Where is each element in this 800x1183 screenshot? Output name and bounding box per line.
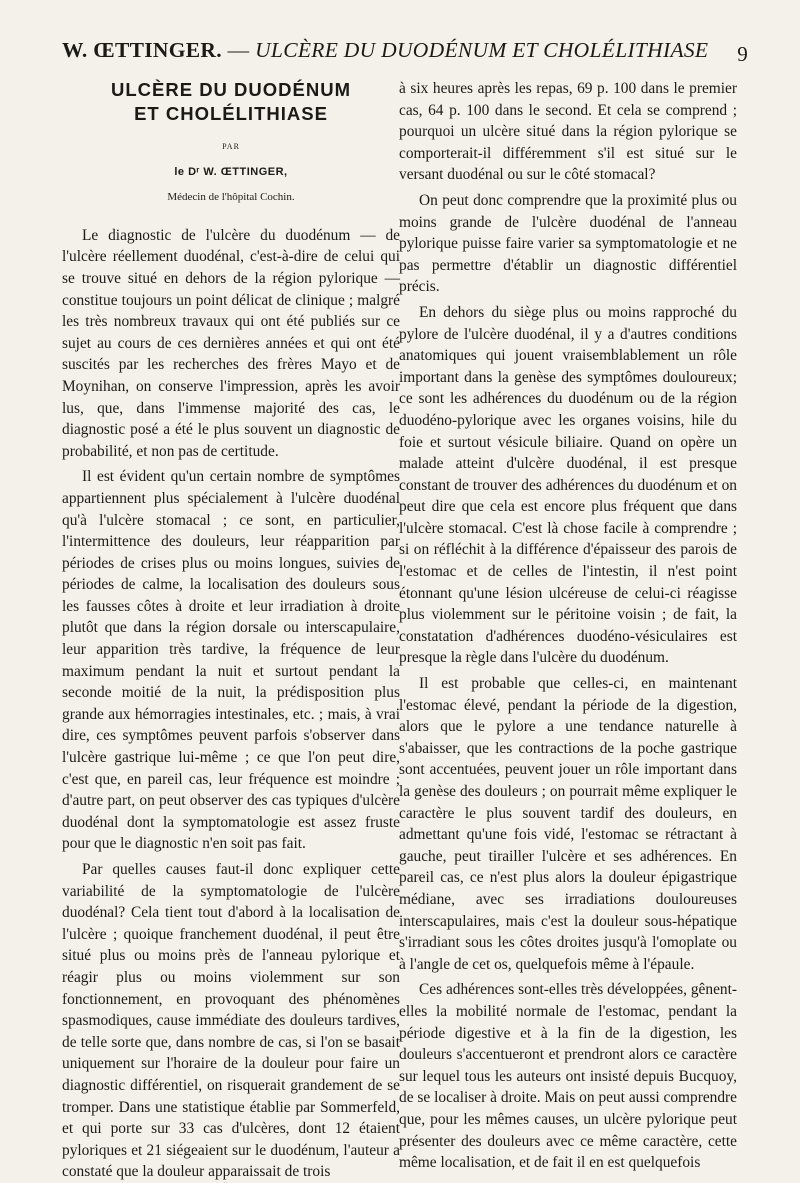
article-title-line-1: ULCÈRE DU DUODÉNUM (111, 79, 351, 100)
paragraph: Par quelles causes faut-il donc expliquer cette variabilité de la symptomatologie de l'ulcère duodénal? Cela tient tout d'abord à la localisation de l'ulcère ; quoique franchement duodénal, il peut être situé plus ou moins près de l'anneau pylorique et réagir plus ou moins violemment sur son fonctionnement, en provoquant des phénomènes spasmodiques, cause immédiate des douleurs tardives, de telle sorte que, dans nombre de cas, si l'on se basait uniquement sur l'horaire de la douleur pour faire un diagnostic différentiel, on risquerait grandement de se tromper. Dans une statistique établie par Sommerfeld, et qui porte sur 33 cas d'ulcères, dont 12 étaient pyloriques et 21 siégeaient sur le duodénum, l'auteur a constaté que la douleur apparaissait de trois (62, 861, 400, 1181)
paragraph: En dehors du siège plus ou moins rapproché du pylore de l'ulcère duodénal, il y a d'autres conditions anatomiques qui jouent vraisemblablement un rôle important dans la genèse des symptômes douloureux; ce sont les adhérences du duodénum ou de la région duodéno-pylorique avec les organes voisins, hile du foie et surtout vésicule biliaire. Quand on opère un malade atteint d'ulcère duodénal, il est presque constant de trouver des adhérences du duodénum et on peut dire que cela est encore plus fréquent que dans l'ulcère stomacal. C'est là chose facile à comprendre ; si on réfléchit à la différence d'épaisseur des parois de l'estomac et de celles de l'intestin, il n'est point étonnant qu'une lésion ulcéreuse de celui-ci réagisse plus violemment sur le péritoine voisin ; de fait, la constatation d'adhérences duodéno-vésiculaires est presque la règle dans l'ulcère du duodénum. (399, 303, 737, 667)
left-column (62, 78, 400, 1183)
page-number: 9 (737, 42, 748, 66)
right-column (399, 78, 737, 1174)
running-head (62, 38, 748, 78)
paragraph: Il est évident qu'un certain nombre de symptômes appartiennent plus spécialement à l'ulcère duodénal qu'à l'ulcère stomacal ; ce sont, en particulier, l'intermittence des douleurs, leur réapparition par périodes de crises plus ou moins longues, suivies de périodes de calme, la localisation des douleurs sous les fausses côtes à droite et leur irradiation à droite plutôt que dans la région dorsale ou interscapulaire, leur apparition très tardive, la fréquence de leur maximum pendant la nuit et surtout pendant la seconde moitié de la nuit, la prédisposition plus grande aux hémorragies intestinales, etc. ; mais, à vrai dire, ces symptômes peuvent parfois s'observer dans l'ulcère gastrique lui-même ; ce que l'on peut dire, c'est que, en pareil cas, leur fréquence est moindre ; d'autre part, on peut observer des cas typiques d'ulcère duodénal dont la symptomatologie est assez fruste pour que le diagnostic n'en soit pas fait. (62, 468, 400, 853)
paragraph: Ces adhérences sont-elles très développées, gênent-elles la mobilité normale de l'estomac, pendant la période digestive et à la fin de la digestion, les douleurs s'accentueront et prendront alors ce caractère sur lequel tous les auteurs ont insisté depuis Bucquoy, de se localiser à droite. Mais on peut aussi comprendre que, pour les mêmes causes, un ulcère pylorique peut présenter des douleurs avec ce même caractère, cette même localisation, et de fait il en est quelquefois (399, 981, 737, 1172)
running-head-author: W. ŒTTINGER. (62, 38, 222, 62)
paragraph: Le diagnostic de l'ulcère du duodénum — de l'ulcère réellement duodénal, c'est-à-dire de celui qui se trouve situé en dehors de la région pylorique — constitue toujours un point délicat de clinique ; malgré les très nombreux travaux qui ont été publiés sur ce sujet au cours de ces dernières années et qui ont été suscités par les recherches des frères Mayo et de Moynihan, on conserve l'impression, après les avoir lus, que, dans l'immense majorité des cas, le diagnostic posé a été le plus souvent un diagnostic de probabilité, et non pas de certitude. (62, 226, 400, 460)
running-head-dash: — (227, 38, 250, 62)
paragraph: Il est probable que celles-ci, en maintenant l'estomac élevé, pendant la période de la digestion, alors que le pylore a une tendance naturelle à s'abaisser, que les contractions de la poche gastrique sont accentuées, peuvent jouer un rôle important dans la genèse des douleurs ; on pourrait même expliquer le caractère le plus souvent tardif des douleurs, en admettant qu'une fois vidé, l'estomac se rétractant à gauche, peut tirailler l'ulcère et ses adhérences. En pareil cas, ce n'est plus alors la douleur épigastrique médiane, avec ses irradiations douloureuses interscapulaires, mais c'est la douleur sous-hépatique s'irradiant sous les côtes droites jusqu'à l'omoplate ou à l'angle de cet os, quelquefois même à l'épaule. (399, 675, 737, 973)
author-affiliation: Médecin de l'hôpital Cochin. (167, 191, 295, 204)
by-label: PAR (222, 142, 240, 151)
author-byline: le Dʳ W. ŒTTINGER, (174, 165, 288, 178)
running-head-title: ULCÈRE DU DUODÉNUM ET CHOLÉLITHIASE (255, 38, 709, 62)
article-title (62, 78, 400, 126)
article-title-line-2: ET CHOLÉLITHIASE (134, 103, 328, 124)
paragraph: On peut donc comprendre que la proximité plus ou moins grande de l'ulcère duodénal de l'anneau pylorique puisse faire varier sa symptomatologie et ne pas permettre d'établir un diagnostic différentiel précis. (399, 191, 737, 296)
paragraph-continued: à six heures après les repas, 69 p. 100 dans le premier cas, 64 p. 100 dans le second. Et cela se comprend ; pourquoi un ulcère situé dans la région pylorique se comporterait-il différemment s'il est situé sur le versant duodénal ou sur le côté stomacal? (399, 80, 737, 184)
